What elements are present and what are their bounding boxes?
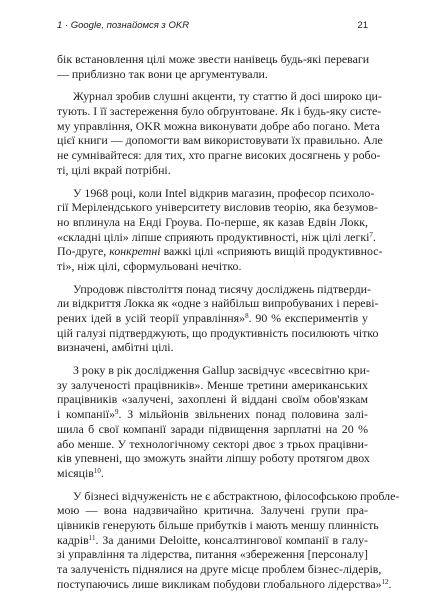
text-line: зі управління та лідерства, питання «збереження [персоналу] bbox=[57, 547, 368, 562]
text-line: не сумнівайтеся: для тих, хто прагне високих досягнень у робо- bbox=[57, 148, 381, 163]
running-title: 1 · Google, познайомся з OKR bbox=[57, 19, 190, 31]
text-line bbox=[57, 311, 368, 326]
text-line: та залученість піднялися на друге місце проблем бізнес-лідерів, bbox=[57, 562, 382, 576]
text-line: мою — вона надзвичайно критична. Залучені групи пра- bbox=[57, 503, 368, 518]
text-line: Упродовж півстоліття понад тисячу досліджень підтверди- bbox=[73, 281, 371, 296]
text-line: му управління, OKR можна виконувати добре або погано. Мета bbox=[57, 118, 380, 133]
line-text: кадрів bbox=[57, 532, 89, 547]
text-line: У бізнесі відчуженість не є абстрактною, філософською пробле- bbox=[73, 488, 400, 503]
text-line: працівників «залучені, захоплені й віддані своїм обов'язкам bbox=[57, 392, 368, 407]
paragraph-1 bbox=[57, 52, 368, 81]
paragraph-5 bbox=[57, 363, 368, 481]
text-line: ків упевнені, що зможуть знайти ліпшу роботу протягом двох bbox=[57, 451, 370, 466]
line-text: поступаючись лише викликам побудови глобального лідерства» bbox=[57, 576, 382, 591]
line-text: і компанії» bbox=[57, 407, 116, 422]
text-line: визначені, амбітні цілі. bbox=[57, 340, 174, 355]
paragraph-4 bbox=[57, 281, 379, 355]
text-line: «складні цілі» ліпше сприяють продуктивності, ніж цілі легкі$^7$. bbox=[57, 229, 376, 244]
line-text: . З мільйонів звільнених понад половина залі- bbox=[118, 407, 369, 422]
text-line: зу залученості працівників». Менше третини американських bbox=[57, 377, 368, 392]
line-text: місяців bbox=[57, 465, 94, 480]
line-text: рених ідей в усій теорії управління» bbox=[57, 311, 246, 325]
footnote-ref: 11 bbox=[88, 533, 96, 542]
text-line: З року в рік дослідження Gallup засвідчує «всесвітню кри- bbox=[73, 363, 370, 378]
paragraph-6 bbox=[57, 488, 400, 592]
text-line: — приблизно так вони це аргументували. bbox=[57, 66, 268, 81]
footnote-ref: 8 bbox=[245, 312, 249, 320]
text-line: шила б свої компанії заради підвищення зарплатні на 20 % bbox=[57, 421, 368, 436]
text-line: гії Мерілендського університету висловив теорію, яка безумов- bbox=[57, 200, 378, 215]
emphasis: конкретні bbox=[109, 244, 161, 259]
text-line: або менше. У технологічному секторі двоє з трьох працівни- bbox=[57, 436, 368, 451]
body-text bbox=[57, 52, 400, 599]
line-text: . За даними Deloitte, консалтингової компанії в галу- bbox=[95, 532, 368, 547]
paragraph-2 bbox=[57, 89, 383, 177]
footnote-ref: 7 bbox=[369, 230, 373, 239]
text-line: цівників генерують більше прибутків і мають меншу плинність bbox=[57, 517, 379, 532]
text-line: бік встановлення цілі може звести нанівець будь-які переваги bbox=[57, 52, 370, 66]
line-text: . 90 % експериментів у bbox=[248, 311, 368, 325]
text-line: цій галузі підтверджують, що продуктивність посилюють чітко bbox=[57, 325, 379, 340]
text-line: У 1968 році, коли Intel відкрив магазин, професор психоло- bbox=[73, 185, 375, 200]
text-line: По-друге, конкретні важкі цілі «сприяють вищій продуктивнос- bbox=[57, 244, 383, 259]
line-text: «складні цілі» ліпше сприяють продуктивності, ніж цілі легкі bbox=[57, 229, 370, 244]
text-line bbox=[57, 576, 392, 592]
text-line bbox=[57, 533, 368, 548]
text-line: ті, цілі вкрай потрібні. bbox=[57, 162, 171, 177]
page-number: 21 bbox=[357, 19, 368, 31]
footnote-ref: 10 bbox=[93, 466, 101, 475]
text-line: місяців$^{10}$. bbox=[57, 465, 104, 480]
text-line: ті», ніж цілі, сформульовані нечітко. bbox=[57, 258, 242, 273]
text-line: цієї книги — допомогти вам використовувати їх правильно. Але bbox=[57, 133, 383, 148]
text-line: но вплинула на Енді Гроува. По-перше, як казав Едвін Локк, bbox=[57, 214, 368, 229]
text-line: тують. І її застереження було обґрунтоване. Як і будь-яку систе- bbox=[57, 104, 382, 119]
footnote-ref: 9 bbox=[115, 408, 119, 417]
footnote-ref: 12 bbox=[381, 577, 389, 586]
line-text: . bbox=[388, 576, 392, 591]
text-line bbox=[57, 407, 368, 422]
text-line: ли відкриття Локка як «одне з найбільш випробуваних і переві- bbox=[57, 296, 379, 311]
page-header bbox=[57, 17, 368, 33]
paragraph-3 bbox=[57, 185, 383, 274]
text-line: Журнал зробив слушні акценти, ту статтю й досі широко ци- bbox=[73, 89, 382, 104]
